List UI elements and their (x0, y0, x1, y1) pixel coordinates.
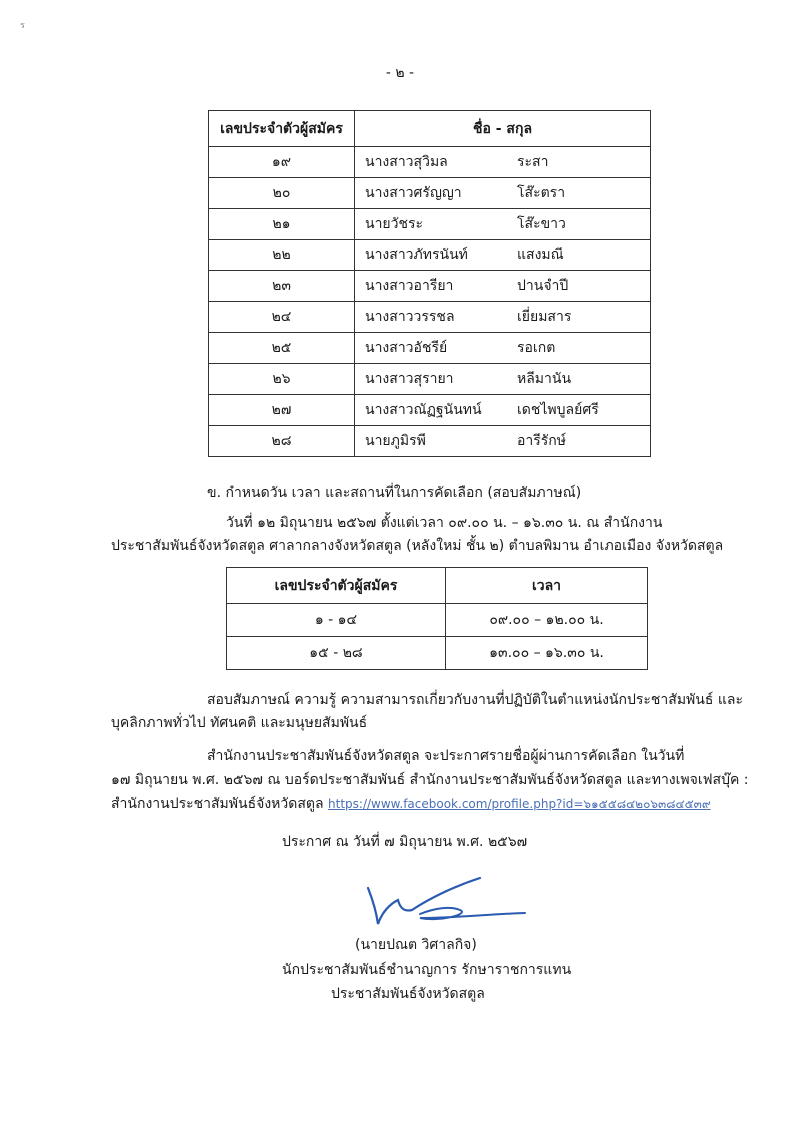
table-row (209, 240, 651, 271)
candidate-last-name: อารีรักษ์ (517, 433, 567, 449)
time-cell: ๑๓.๐๐ – ๑๖.๓๐ น. (446, 637, 648, 670)
candidate-name (355, 333, 651, 364)
candidate-last-name: ระสา (517, 154, 549, 170)
table-row (209, 333, 651, 364)
table-row (209, 271, 651, 302)
candidate-first-name: นางสาวอารียา (365, 278, 454, 294)
candidate-number: ๒๐ (209, 178, 355, 209)
candidate-number: ๑๙ (209, 147, 355, 178)
interview-line-1: สอบสัมภาษณ์ ความรู้ ความสามารถเกี่ยวกับงานที่ปฏิบัติในตำแหน่งนักประชาสัมพันธ์ และ (207, 692, 743, 708)
candidate-name (355, 395, 651, 426)
candidate-name (355, 271, 651, 302)
signature-image (360, 868, 540, 938)
table-row (209, 209, 651, 240)
candidate-first-name: นางสาวศรัญญา (365, 185, 462, 201)
candidate-number: ๒๗ (209, 395, 355, 426)
time-cell: ๐๙.๐๐ – ๑๒.๐๐ น. (446, 604, 648, 637)
candidate-first-name: นางสาวสุวิมล (365, 154, 448, 170)
candidate-name (355, 209, 651, 240)
page-number: - ๒ - (385, 65, 415, 81)
signatory-position-1: นักประชาสัมพันธ์ชำนาญการ รักษาราชการแทน (282, 962, 572, 978)
header-candidate-id: เลขประจำตัวผู้สมัคร (227, 568, 446, 604)
table-row (209, 364, 651, 395)
header-time: เวลา (446, 568, 648, 604)
announce-line-2: ๑๗ มิถุนายน พ.ศ. ๒๕๖๗ ณ บอร์ดประชาสัมพันธ์ สำนักงานประชาสัมพันธ์จังหวัดสตูล และทางเพจเฟสบุ๊ค : (111, 772, 749, 788)
facebook-link[interactable]: https://www.facebook.com/profile.php?id=๖๑๕๕๘๔๒๐๖๓๘๔๕๓๙ (328, 797, 711, 811)
table-header-row (227, 568, 648, 604)
candidate-name (355, 178, 651, 209)
announce-line-3: สำนักงานประชาสัมพันธ์จังหวัดสตูล (111, 796, 324, 812)
announced-date: ประกาศ ณ วันที่ ๗ มิถุนายน พ.ศ. ๒๕๖๗ (282, 834, 528, 850)
table-row (209, 426, 651, 457)
interview-line-2: บุคลิกภาพทั่วไป ทัศนคติ และมนุษยสัมพันธ์ (111, 715, 368, 731)
candidate-name (355, 302, 651, 333)
candidate-number: ๒๓ (209, 271, 355, 302)
table-row (209, 302, 651, 333)
candidate-name (355, 426, 651, 457)
schedule-line-1: วันที่ ๑๒ มิถุนายน ๒๕๖๗ ตั้งแต่เวลา ๐๙.๐๐ น. – ๑๖.๓๐ น. ณ สำนักงาน (226, 515, 663, 531)
candidate-name (355, 364, 651, 395)
candidate-first-name: นางสาวภัทรนันท์ (365, 247, 468, 263)
candidate-number: ๒๘ (209, 426, 355, 457)
candidate-number: ๒๒ (209, 240, 355, 271)
candidate-last-name: แสงมณี (517, 247, 564, 263)
signatory-name: (นายปณต วิศาลกิจ) (355, 937, 477, 953)
candidate-last-name: เดชไพบูลย์ศรี (517, 402, 599, 418)
section-b-heading: ข. กำหนดวัน เวลา และสถานที่ในการคัดเลือก (สอบสัมภาษณ์) (207, 485, 582, 501)
candidate-last-name: ปานจำปี (517, 278, 569, 294)
candidate-first-name: นายวัชระ (365, 216, 424, 232)
candidate-number: ๒๑ (209, 209, 355, 240)
announce-line-1: สำนักงานประชาสัมพันธ์จังหวัดสตูล จะประกาศรายชื่อผู้ผ่านการคัดเลือก ในวันที่ (207, 748, 685, 764)
candidate-number: ๒๔ (209, 302, 355, 333)
candidate-last-name: หลีมานัน (517, 371, 572, 387)
signatory-position-2: ประชาสัมพันธ์จังหวัดสตูล (331, 986, 485, 1002)
candidate-last-name: โส๊ะขาว (517, 216, 566, 232)
table-header-row (209, 111, 651, 147)
candidate-name (355, 147, 651, 178)
table-row (209, 178, 651, 209)
range-cell: ๑๕ - ๒๘ (227, 637, 446, 670)
table-row (209, 147, 651, 178)
table-row (209, 395, 651, 426)
candidate-number: ๒๖ (209, 364, 355, 395)
candidate-last-name: โส๊ะตรา (517, 185, 566, 201)
candidates-table (208, 110, 651, 457)
candidate-number: ๒๕ (209, 333, 355, 364)
candidate-first-name: นางสาววรรชล (365, 309, 455, 325)
candidate-first-name: นางสาวสุรายา (365, 371, 454, 387)
candidate-last-name: รอเกต (517, 340, 556, 356)
table-row (227, 637, 648, 670)
candidate-last-name: เยี่ยมสาร (517, 309, 572, 325)
range-cell: ๑ - ๑๔ (227, 604, 446, 637)
candidate-first-name: นางสาวณัฏฐนันทน์ (365, 402, 482, 418)
candidate-first-name: นายภูมิรพี (365, 433, 426, 449)
table-row (227, 604, 648, 637)
candidate-first-name: นางสาวอัชรีย์ (365, 340, 448, 356)
header-name: ชื่อ - สกุล (355, 111, 651, 147)
header-candidate-id: เลขประจำตัวผู้สมัคร (209, 111, 355, 147)
corner-mark: ร (20, 21, 25, 31)
candidate-name (355, 240, 651, 271)
time-table (226, 567, 648, 670)
schedule-line-2: ประชาสัมพันธ์จังหวัดสตูล ศาลากลางจังหวัดสตูล (หลังใหม่ ชั้น ๒) ตำบลพิมาน อำเภอเมือง จังหวัดสตูล (111, 538, 724, 554)
